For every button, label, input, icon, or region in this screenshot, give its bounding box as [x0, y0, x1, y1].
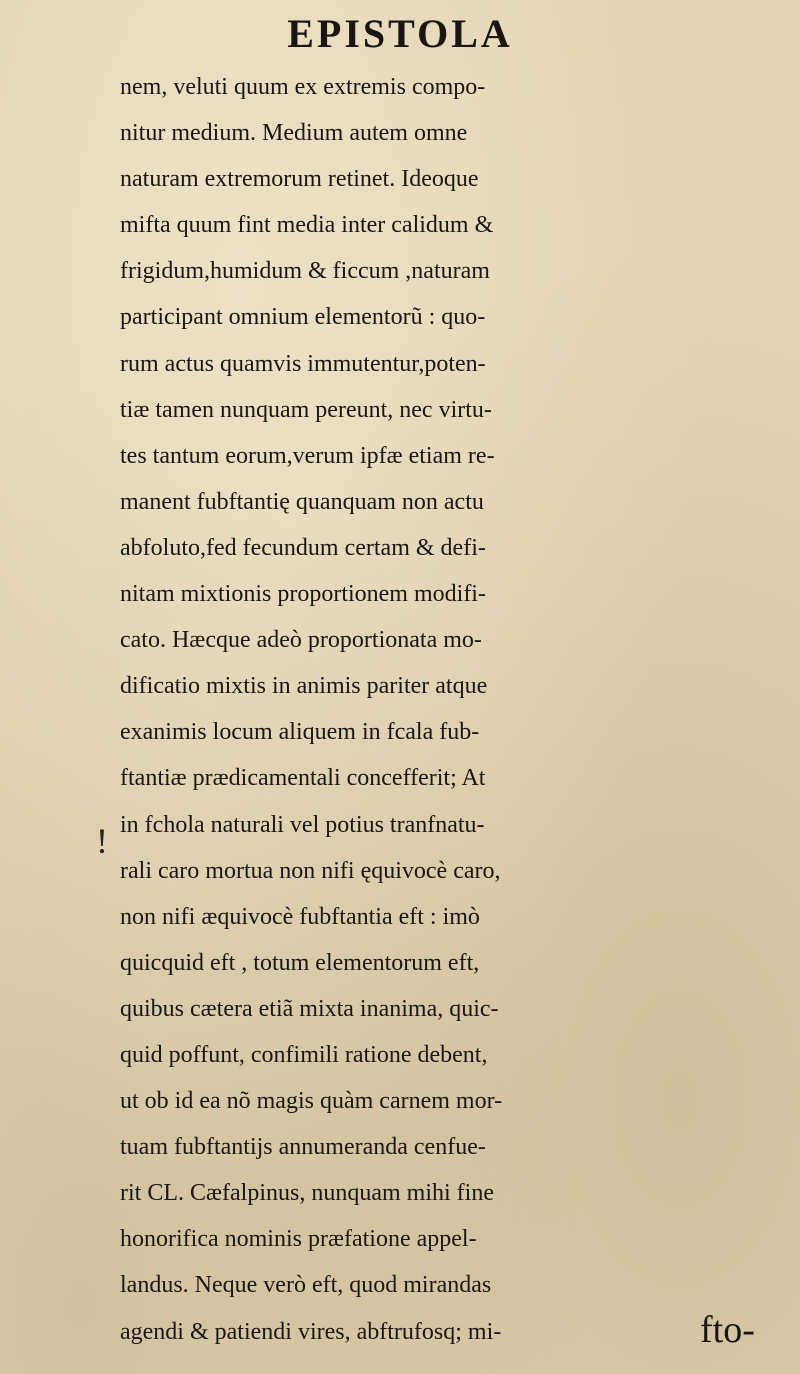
text-line: exanimis locum aliquem in fcala fub- [120, 719, 480, 746]
text-line: tuam fubftantijs annumeranda cenfue- [120, 1134, 486, 1161]
text-line: dificatio mixtis in animis pariter atque [120, 673, 488, 700]
text-line: agendi & patiendi vires, abftrufosq; mi- [120, 1318, 502, 1345]
text-line: landus. Neque verò eft, quod mirandas [120, 1272, 492, 1299]
running-head: EPISTOLA [287, 11, 513, 56]
text-line: ftantiæ prædicamentali concefferit; At [120, 765, 486, 792]
text-line: rali caro mortua non nifi ęquivocè caro, [120, 857, 501, 884]
text-line: nitam mixtionis proportionem modifi- [120, 581, 486, 608]
text-line: nitur medium. Medium autem omne [120, 120, 468, 147]
text-line: tes tantum eorum,verum ipfæ etiam re- [120, 442, 495, 469]
text-line: nem, veluti quum ex extremis compo- [120, 74, 486, 100]
text-line: frigidum,humidum & ficcum ,naturam [120, 258, 490, 285]
text-line: quicquid eft , totum elementorum eft, [120, 949, 480, 976]
text-line: in fchola naturali vel potius tranfnatu- [120, 811, 485, 838]
text-line: rit CL. Cæfalpinus, nunquam mihi fine [120, 1180, 494, 1207]
text-line: naturam extremorum retinet. Ideoque [120, 166, 479, 193]
text-line: tiæ tamen nunquam pereunt, nec virtu- [120, 396, 492, 423]
text-line: rum actus quamvis immutentur,poten- [120, 350, 486, 377]
text-line: ut ob id ea nõ magis quàm carnem mor- [120, 1088, 503, 1115]
text-line: mifta quum fint media inter calidum & [120, 212, 494, 239]
text-line: quid poffunt, confimili ratione debent, [120, 1041, 488, 1068]
text-line: abfoluto,fed fecundum certam & defi- [120, 534, 486, 561]
catchword: fto- [700, 1309, 755, 1351]
text-line: manent fubftantię quanquam non actu [120, 488, 484, 515]
margin-mark: ! [96, 821, 108, 861]
text-line: non nifi æquivocè fubftantia eft : imò [120, 903, 480, 930]
text-line: participant omnium elementorũ : quo- [120, 304, 486, 331]
text-line: cato. Hæcque adeò proportionata mo- [120, 627, 482, 654]
body-text [120, 64, 800, 1355]
text-line: honorifica nominis præfatione appel- [120, 1226, 477, 1253]
text-line: quibus cætera etiã mixta inanima, quic- [120, 995, 499, 1022]
